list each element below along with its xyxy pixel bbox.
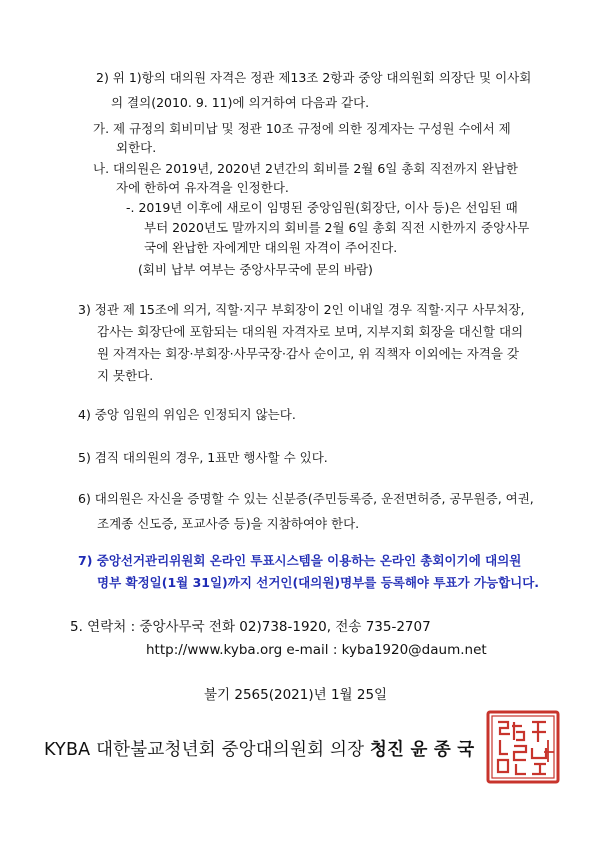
contact-line-2: http://www.kyba.org e-mail : kyba1920@daum.net [146, 642, 487, 658]
document-date: 불기 2565(2021)년 1월 25일 [204, 687, 388, 703]
item2-sub-note: (회비 납부 여부는 중앙사무국에 문의 바람) [138, 262, 373, 277]
contact-line-1: 5. 연락처 : 중앙사무국 전화 02)738-1920, 전송 735-2707 [70, 619, 431, 635]
item5: 5) 겸직 대의원의 경우, 1표만 행사할 수 있다. [78, 450, 328, 465]
item7-line-2: 명부 확정일(1월 31일)까지 선거인(대의원)명부를 등록해야 투표가 가능합니다. [97, 575, 540, 590]
item2-line-1: 2) 위 1)항의 대의원 자격은 정관 제13조 2항과 중앙 대의원회 의장단 및 이사회 [96, 70, 532, 85]
signature-organization: KYBA 대한불교청년회 중앙대의원회 의장 [44, 740, 365, 760]
item2-na-line-1: 나. 대의원은 2019년, 2020년 2년간의 회비를 2월 6일 총회 직전까지 완납한 [93, 161, 518, 176]
item3-line-3: 원 자격자는 회장·부회장·사무국장·감사 순이고, 위 직책자 이외에는 자격을 갖 [97, 346, 520, 361]
item7-line-1: 7) 중앙선거관리위원회 온라인 투표시스템을 이용하는 온라인 총회이기에 대의원 [78, 553, 522, 568]
item3-line-2: 감사는 회장단에 포함되는 대의원 자격자로 보며, 지부지회 회장을 대신할 대의 [97, 324, 524, 339]
item6-line-1: 6) 대의원은 자신을 증명할 수 있는 신분증(주민등록증, 운전면허증, 공무원증, 여권, [78, 491, 534, 506]
item2-sub-line-1: -. 2019년 이후에 새로이 임명된 중앙임원(회장단, 이사 등)은 선임된 때 [126, 200, 518, 215]
signature-line [44, 742, 474, 758]
item2-ga-line-2: 외한다. [116, 140, 157, 155]
item2-na-line-2: 자에 한하여 유자격을 인정한다. [116, 180, 289, 195]
item2-sub-line-3: 국에 완납한 자에게만 대의원 자격이 주어진다. [144, 240, 398, 255]
item3-line-1: 3) 정관 제 15조에 의거, 직할·지구 부회장이 2인 이내일 경우 직할·지구 사무처장, [78, 302, 525, 317]
item4: 4) 중앙 임원의 위임은 인정되지 않는다. [78, 407, 296, 422]
item2-ga-line-1: 가. 제 규정의 회비미납 및 정관 10조 규정에 의한 징계자는 구성원 수에서 제 [93, 121, 511, 136]
official-seal-stamp [486, 710, 560, 784]
item6-line-2: 조계종 신도증, 포교사증 등)을 지참하여야 한다. [97, 516, 360, 531]
signature-name: 청진 윤 종 국 [369, 740, 475, 760]
item2-sub-line-2: 부터 2020년도 말까지의 회비를 2월 6일 총회 직전 시한까지 중앙사무 [144, 220, 530, 235]
item3-line-4: 지 못한다. [97, 368, 154, 383]
item2-line-2: 의 결의(2010. 9. 11)에 의거하여 다음과 같다. [111, 95, 370, 110]
